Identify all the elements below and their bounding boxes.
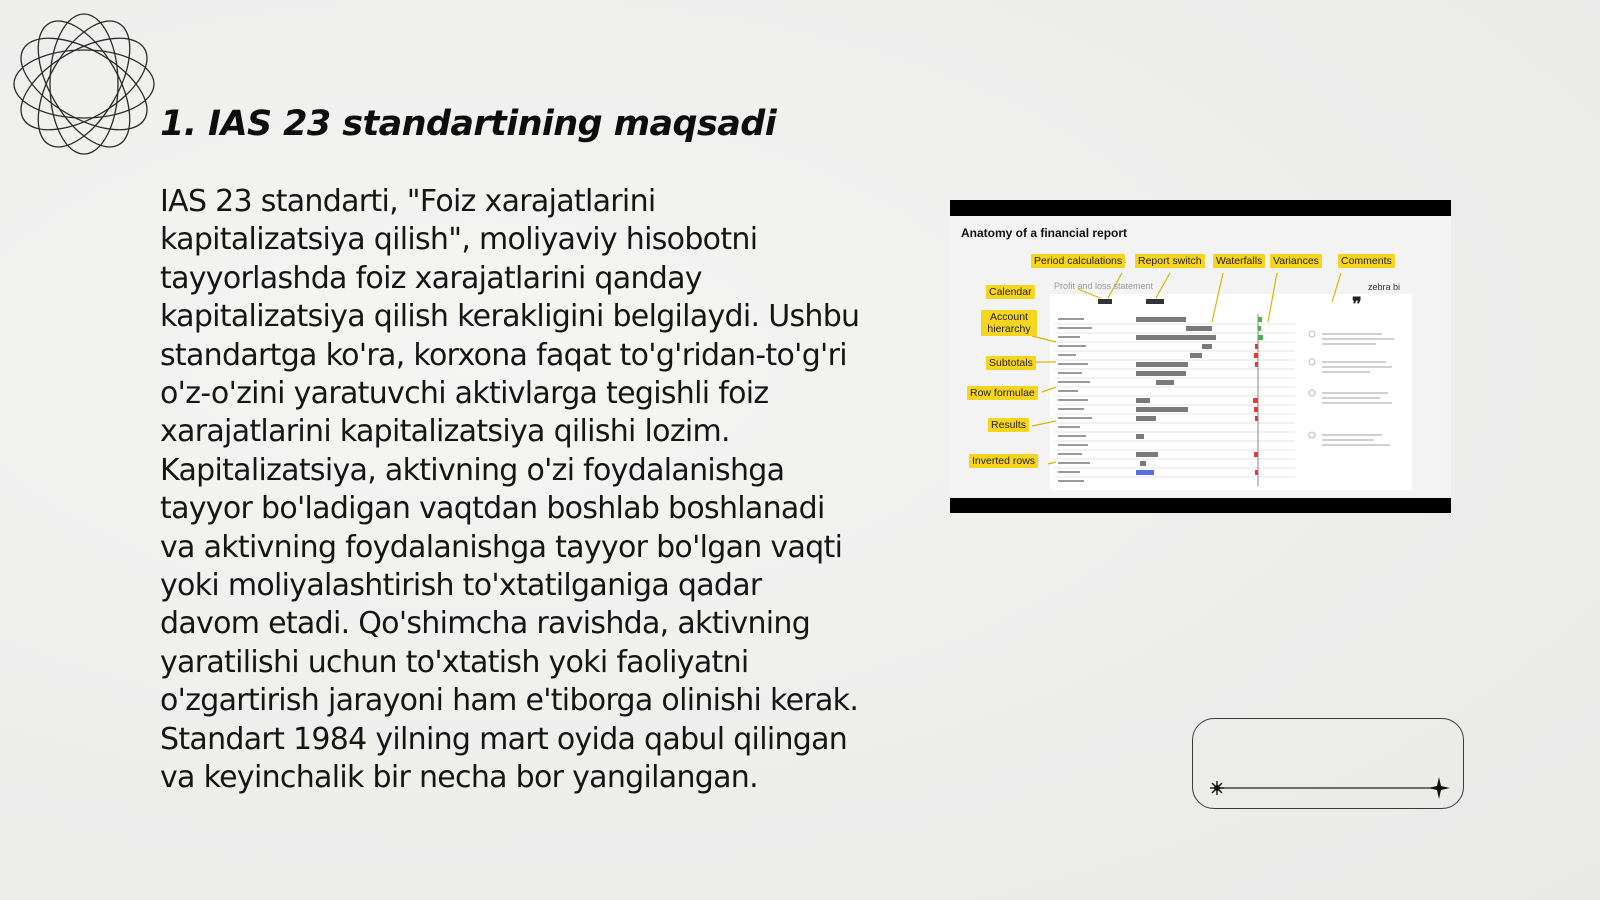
slide-title: 1. IAS 23 standartining maqsadi xyxy=(160,104,777,144)
callout-calendar: Calendar xyxy=(986,285,1035,299)
callout-account-hierarchy: Account hierarchy xyxy=(981,310,1037,336)
figure-canvas xyxy=(950,216,1451,498)
callout-comments: Comments xyxy=(1338,254,1395,268)
callout-report-switch: Report switch xyxy=(1135,254,1205,268)
callout-inverted-rows: Inverted rows xyxy=(969,454,1038,468)
zebra-bi-brand: zebra bi xyxy=(1368,282,1401,292)
callout-row-formulae: Row formulae xyxy=(967,386,1038,400)
sparkle-star-icon xyxy=(1193,719,1465,810)
callout-subtotals: Subtotals xyxy=(986,356,1036,370)
figure-title: Anatomy of a financial report xyxy=(961,226,1128,240)
callout-results: Results xyxy=(988,418,1029,432)
report-name: Profit and loss statement xyxy=(1054,281,1154,291)
callout-variances: Variances xyxy=(1270,254,1322,268)
decorative-pill-frame xyxy=(1192,718,1464,809)
quote-icon: ❞ xyxy=(1352,294,1362,315)
callout-period-calculations: Period calculations xyxy=(1031,254,1125,268)
slide-body-text: IAS 23 standarti, "Foiz xarajatlarini kapitalizatsiya qilish", moliyaviy hisobotni tayyorlashda foiz xarajatlarini qanday kapitalizatsiya qilish kerakligini belgilaydi. Ushbu standartga ko'ra, korxona faqat to'g'ridan-to'g'ri o'z-o'zini yaratuvchi aktivlarga tegishli foiz xarajatlarini kapitalizatsiya qilishi lozim. Kapitalizatsiya, aktivning o'zi foydalanishga tayyor bo'ladigan vaqtdan boshlab boshlanadi va aktivning foydalanishga tayyor bo'lgan vaqti yoki moliyalashtirish to'xtatilganiga qadar davom etadi. Qo'shimcha ravishda, aktivning yaratilishi uchun to'xtatish yoki faoliyatni o'zgartirish jarayoni ham e'tiborga olinishi kerak. Standart 1984 yilning mart oyida qabul qilingan va keyinchalik bir necha bor yangilangan. xyxy=(160,184,860,796)
report-anatomy-figure xyxy=(950,200,1451,513)
orbit-logo xyxy=(10,10,158,158)
callout-waterfalls: Waterfalls xyxy=(1213,254,1265,268)
